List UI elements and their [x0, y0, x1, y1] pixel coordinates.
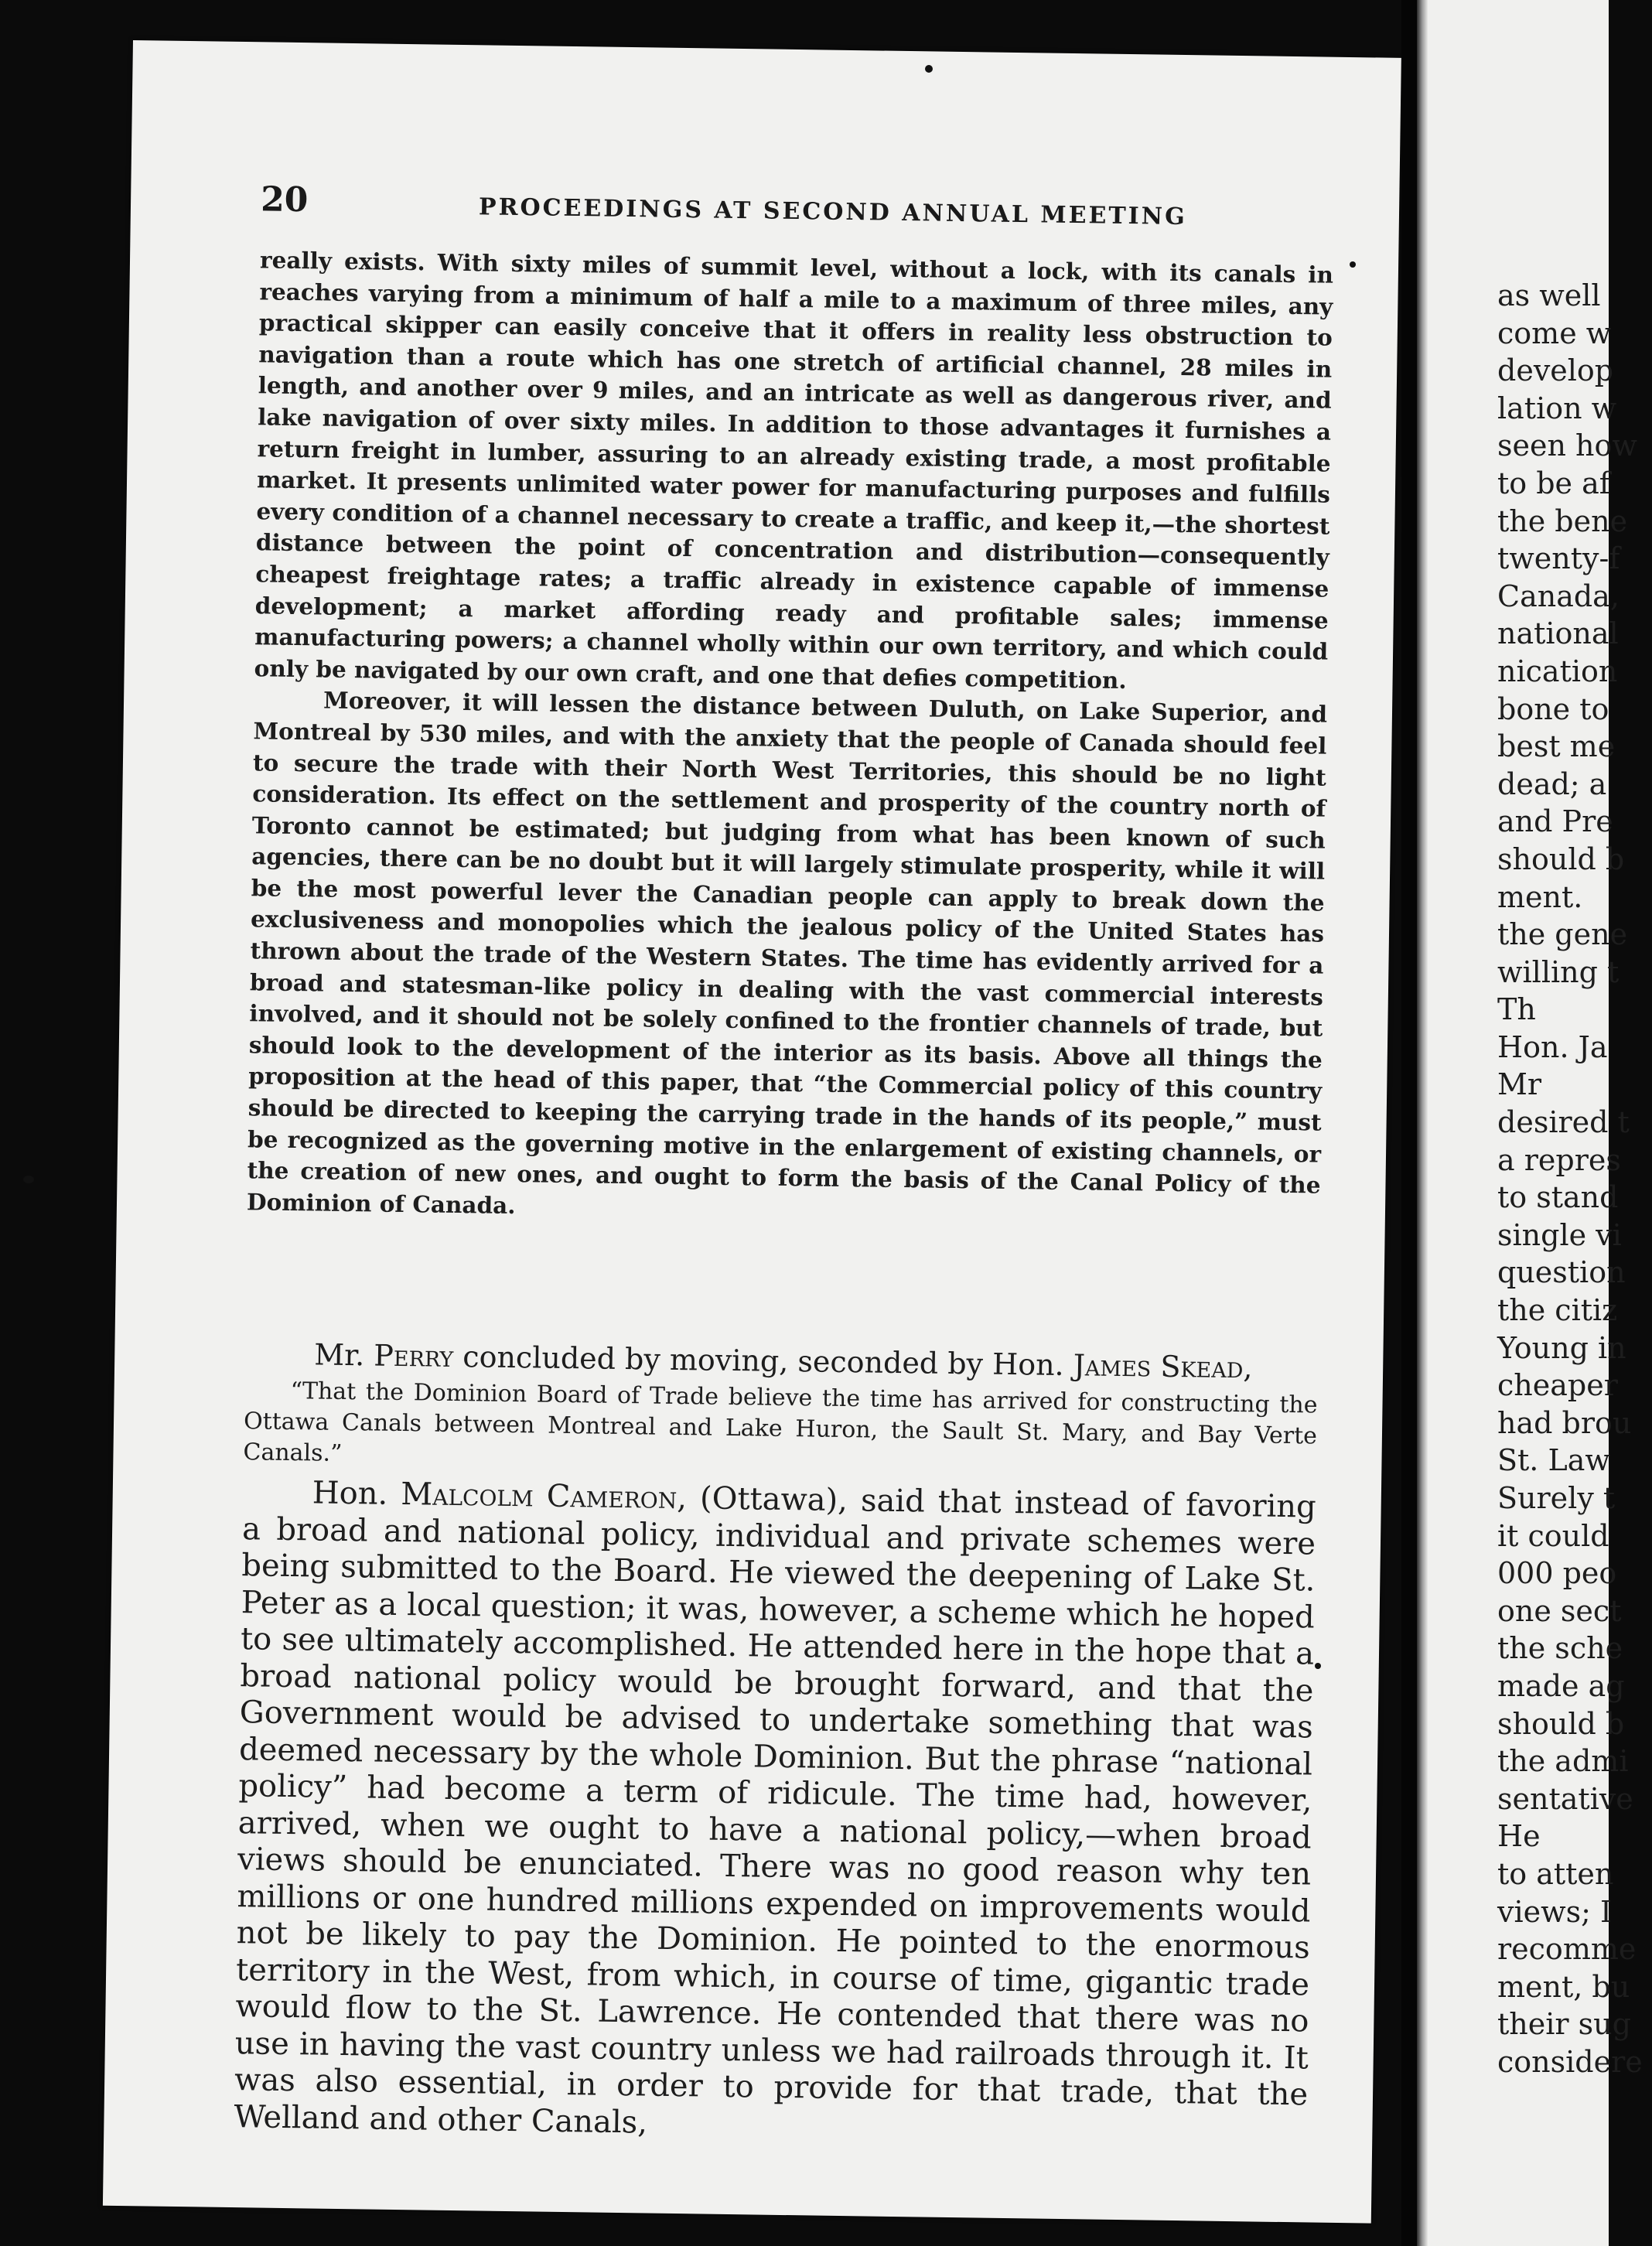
right-page-line: made ag — [1497, 1668, 1625, 1703]
right-page-line: question — [1497, 1255, 1626, 1290]
right-page-line: 000 peo — [1497, 1556, 1617, 1591]
right-page-line: lation w — [1497, 391, 1617, 425]
right-page-line: come w — [1497, 316, 1612, 350]
right-page-line: a repres — [1497, 1142, 1621, 1177]
right-page-line: Th — [1497, 992, 1536, 1027]
right-page-line: it could — [1497, 1518, 1609, 1553]
right-page-line: one sect — [1497, 1593, 1622, 1628]
resolution-block — [243, 1375, 1318, 1483]
right-page-line: the gene — [1497, 917, 1628, 952]
cameron-prefix: Hon. — [312, 1475, 401, 1513]
right-page-line: twenty-f — [1497, 541, 1620, 576]
running-head: PROCEEDINGS AT SECOND ANNUAL MEETING — [478, 193, 1187, 231]
right-page-line: Mr — [1497, 1067, 1542, 1102]
right-page-line: best me — [1497, 729, 1616, 764]
right-page-line: considere — [1497, 2044, 1643, 2079]
left-page — [103, 40, 1401, 2224]
right-page-line: had brou — [1497, 1405, 1632, 1440]
right-page-line: ment, bu — [1497, 1969, 1630, 2004]
right-page-line: St. Law — [1497, 1443, 1610, 1478]
right-page-line: the citiz — [1497, 1293, 1618, 1328]
right-page-line: willing t — [1497, 954, 1620, 989]
right-page-line: Surely t — [1497, 1481, 1616, 1515]
speck — [925, 65, 933, 73]
right-page-line: ment. — [1497, 879, 1583, 914]
right-page-line: views; I — [1497, 1894, 1613, 1929]
paragraph-canal-advantages: really exists. With sixty miles of summit level, without a lock, with its canals in reaches varying from a minimum of half a mile to a maximum of three miles, any practical skipper can easily conceive that it offers in reality less obstruction to navigation than a route which has one stretch of artificial channel, 28 miles in length, and another over 9 miles, and an intricate as well as dangerous river, and lake navigation of over sixty miles. In addition to those advantages it furnishes a return freight in lumber, assuring to an already existing trade, a most profitable market. It presents unlimited water power for manufacturing purposes and fulfills every condition of a channel necessary to create a traffic, and keep it,—the shortest distance between the point of concentration and distribution—consequently cheapest freightage rates; a traffic already in existence capable of immense development; a market affording ready and profitable sales; immense manufacturing powers; a channel wholly within our own territory, and which could only be navigated by our own craft, and one that defies competition. — [254, 246, 1334, 694]
right-page-line: should b — [1497, 1706, 1625, 1741]
motion-prefix: Mr. — [313, 1337, 374, 1373]
right-page-line: national — [1497, 616, 1619, 651]
right-page-line: Hon. Ja — [1497, 1029, 1608, 1064]
right-page-line: Young in — [1497, 1330, 1626, 1365]
paragraph-duluth-distance: Moreover, it will lessen the distance between Duluth, on Lake Superior, and Montreal by 530 miles, and with the anxiety that the people of Canada should feel to secure the trade with their North West Territories, this should be no light consideration. Its effect on the settlement and prosperity of the country north of Toronto cannot be estimated; but judging from what has been known of such agencies, there can be no doubt but it will largely stimulate prosperity, while it will be the most powerful lever the Canadian people can apply to break down the exclusiveness and monopolies which the jealous policy of the United States has thrown about the trade of the Western States. The time has evidently arrived for a broad and statesman-like policy in dealing with the vast commercial interests involved, and it should not be solely confined to the frontier channels of trade, but should look to the development of the interior as its basis. Above all things the proposition at the head of this paper, that “the Commercial policy of this country should be directed to keeping the carrying trade in the hands of its people,” must be recognized as the governing motive in the enlargement of existing channels, or the creation of new ones, and ought to form the basis of the Canal Policy of the Dominion of Canada. — [246, 686, 1328, 1219]
right-page-line: nication — [1497, 654, 1618, 688]
right-page-line: recomme — [1497, 1932, 1637, 1967]
speck — [1350, 261, 1356, 268]
motion-suffix: , — [1243, 1350, 1253, 1385]
cameron-paragraph — [234, 1474, 1316, 2150]
right-page-line: to atten — [1497, 1856, 1614, 1891]
right-page-line: Canada, — [1497, 579, 1620, 613]
motion-middle: concluded by moving, seconded by Hon. — [452, 1339, 1074, 1383]
cameron-text: , (Ottawa), said that instead of favoring a broad and national policy, individual and private schemes were being submitted to the Board. He viewed the deepening of Lake St. Peter as a local question; it was, however, a scheme which he hoped to see ultimately accomplished. He attended here in the hope that a broad national policy would be brought forward, and that the Government would be advised to undertake something that was deemed necessary by the whole Dominion. But the phrase “national policy” had become a term of ridicule. The time had, however, arrived, when we ought to have a national policy,—when broad views should be enunciated. There was no good reason why ten millions or one hundred millions expended on improvements would not be likely to pay the Dominion. He pointed to the enormous territory in the West, from which, in course of time, gigantic trade would flow to the St. Lawrence. He contended that there was no use in having the vast country unless we had railroads through it. It was also essential, in order to provide for that trade, that the Welland and other Canals, — [234, 1480, 1316, 2141]
right-page-line: sentative — [1497, 1781, 1633, 1816]
book-gutter — [1401, 0, 1417, 2246]
right-page-column — [1497, 277, 1652, 2081]
speaker-cameron: Malcolm Cameron — [401, 1476, 678, 1517]
right-page-line: bone to — [1497, 691, 1609, 726]
speck — [1315, 1663, 1321, 1669]
right-page-line: to stand — [1497, 1180, 1619, 1215]
speck — [23, 1176, 34, 1183]
right-page-line: the bene — [1497, 503, 1628, 538]
right-page-line: develop — [1497, 353, 1614, 388]
right-page-line: dead; a — [1497, 766, 1607, 801]
right-page-line: and Pre — [1497, 804, 1613, 839]
speaker-perry: Perry — [374, 1338, 454, 1374]
seconder-skead: James Skead — [1073, 1348, 1244, 1385]
right-page-line: He — [1497, 1819, 1541, 1854]
page-number: 20 — [260, 179, 309, 220]
page-edge-shadow — [1417, 0, 1428, 2246]
right-page-line: as well — [1497, 278, 1601, 312]
resolution-text: “That the Dominion Board of Trade believe the time has arrived for constructing the Ottawa Canals between Montreal and Lake Huron, the Sault St. Mary, and Bay Verte Canals.” — [243, 1377, 1318, 1467]
right-page-line: cheaper — [1497, 1368, 1618, 1403]
right-page-line: to be af — [1497, 466, 1610, 500]
right-page-line: the admi — [1497, 1744, 1629, 1779]
paper-excerpt — [247, 244, 1333, 1233]
right-page-line: single vi — [1497, 1217, 1622, 1252]
cameron-speech — [234, 1474, 1316, 2150]
right-page-line: their sug — [1497, 2007, 1631, 2042]
right-page-line: should b — [1497, 841, 1625, 876]
right-page-line: seen how — [1497, 428, 1637, 463]
right-page-line: desired t — [1497, 1105, 1630, 1140]
right-page-line: the sche — [1497, 1631, 1623, 1666]
